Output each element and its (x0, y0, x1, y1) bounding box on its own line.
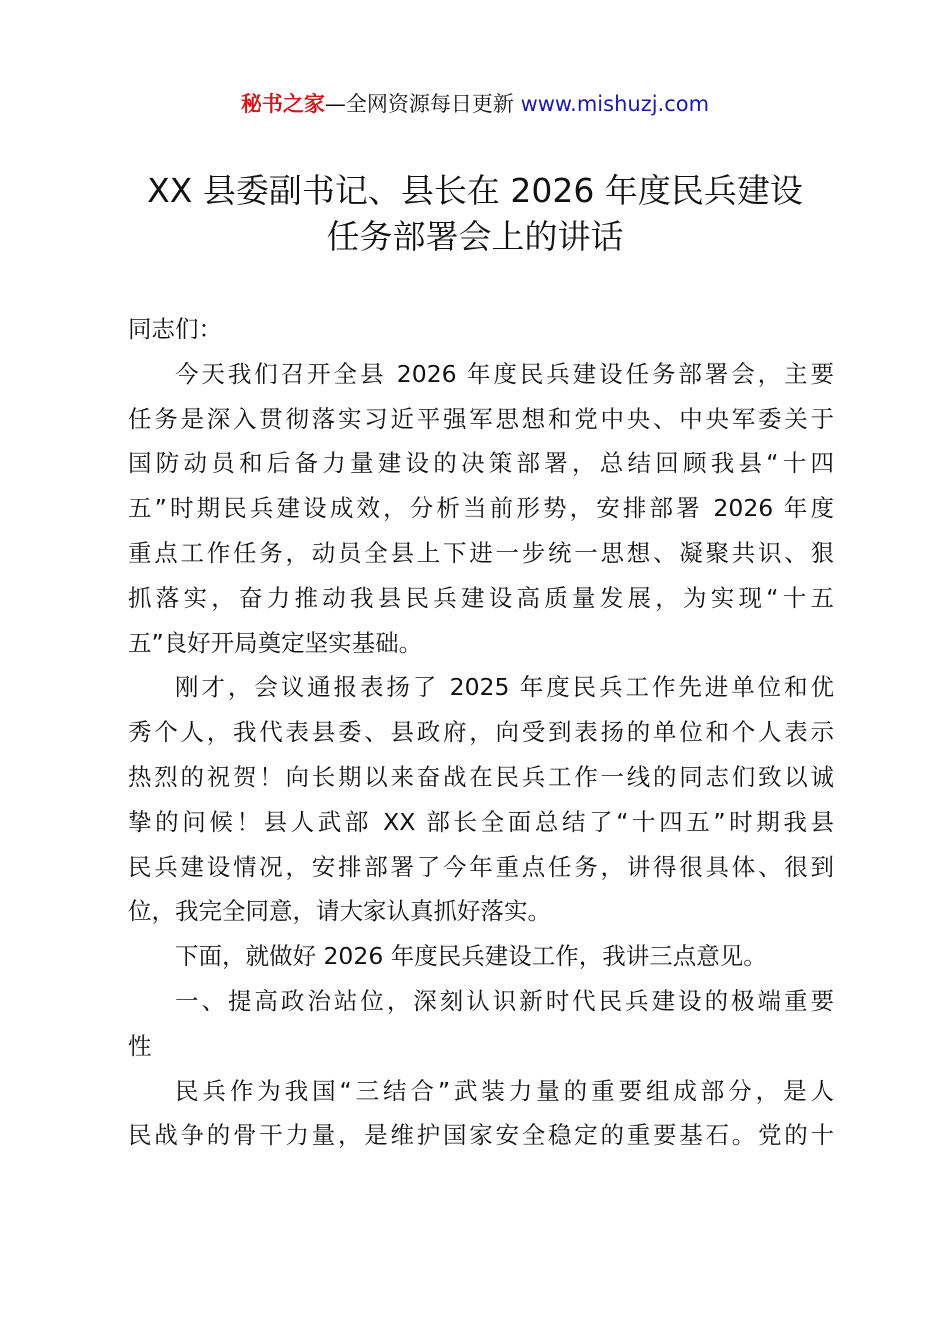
title-line-1: XX 县委副书记、县长在 2026 年度民兵建设 (147, 171, 803, 210)
body-line: 今天我们召开全县 2026 年度民兵建设任务部署会，主要 (175, 359, 834, 388)
salutation: 同志们： (128, 315, 222, 343)
body-line: 民战争的骨干力量，是维护国家安全稳定的重要基石。党的十 (128, 1121, 834, 1150)
body-line: 刚才，会议通报表扬了 2025 年度民兵工作先进单位和优 (175, 673, 834, 702)
document-body (128, 307, 834, 1158)
section-heading: 一、提高政治站位，深刻认识新时代民兵建设的极端重要 (175, 986, 834, 1015)
site-url-link[interactable]: www.mishuzj.com (520, 92, 710, 116)
body-line: 位，我完全同意，请大家认真抓好落实。 (128, 897, 551, 926)
section-heading: 性 (128, 1031, 152, 1060)
body-line: 五”良好开局奠定坚实基础。 (128, 628, 423, 657)
body-line: 任务是深入贯彻落实习近平强军思想和党中央、中央军委关于 (128, 404, 834, 433)
body-line: 重点工作任务，动员全县上下进一步统一思想、凝聚共识、狠 (128, 538, 834, 567)
body-line: 抓落实，奋力推动我县民兵建设高质量发展，为实现“十五 (128, 583, 834, 612)
body-line: 民兵建设情况，安排部署了今年重点任务，讲得很具体、很到 (128, 852, 834, 881)
site-slogan: —全网资源每日更新 (324, 92, 521, 116)
site-banner (0, 88, 950, 120)
body-line: 国防动员和后备力量建设的决策部署，总结回顾我县“十四 (128, 449, 834, 478)
body-line: 秀个人，我代表县委、县政府，向受到表扬的单位和个人表示 (128, 718, 834, 747)
body-line: 挚的问候！县人武部 XX 部长全面总结了“十四五”时期我县 (128, 807, 834, 836)
document-title (90, 168, 860, 260)
body-line: 下面，就做好 2026 年度民兵建设工作，我讲三点意见。 (175, 942, 767, 971)
body-line: 热烈的祝贺！向长期以来奋战在民兵工作一线的同志们致以诚 (128, 762, 834, 791)
site-name: 秘书之家 (240, 92, 325, 116)
body-line: 五”时期民兵建设成效，分析当前形势，安排部署 2026 年度 (128, 494, 834, 523)
body-line: 民兵作为我国“三结合”武装力量的重要组成部分，是人 (175, 1076, 834, 1105)
title-line-2: 任务部署会上的讲话 (326, 217, 624, 256)
